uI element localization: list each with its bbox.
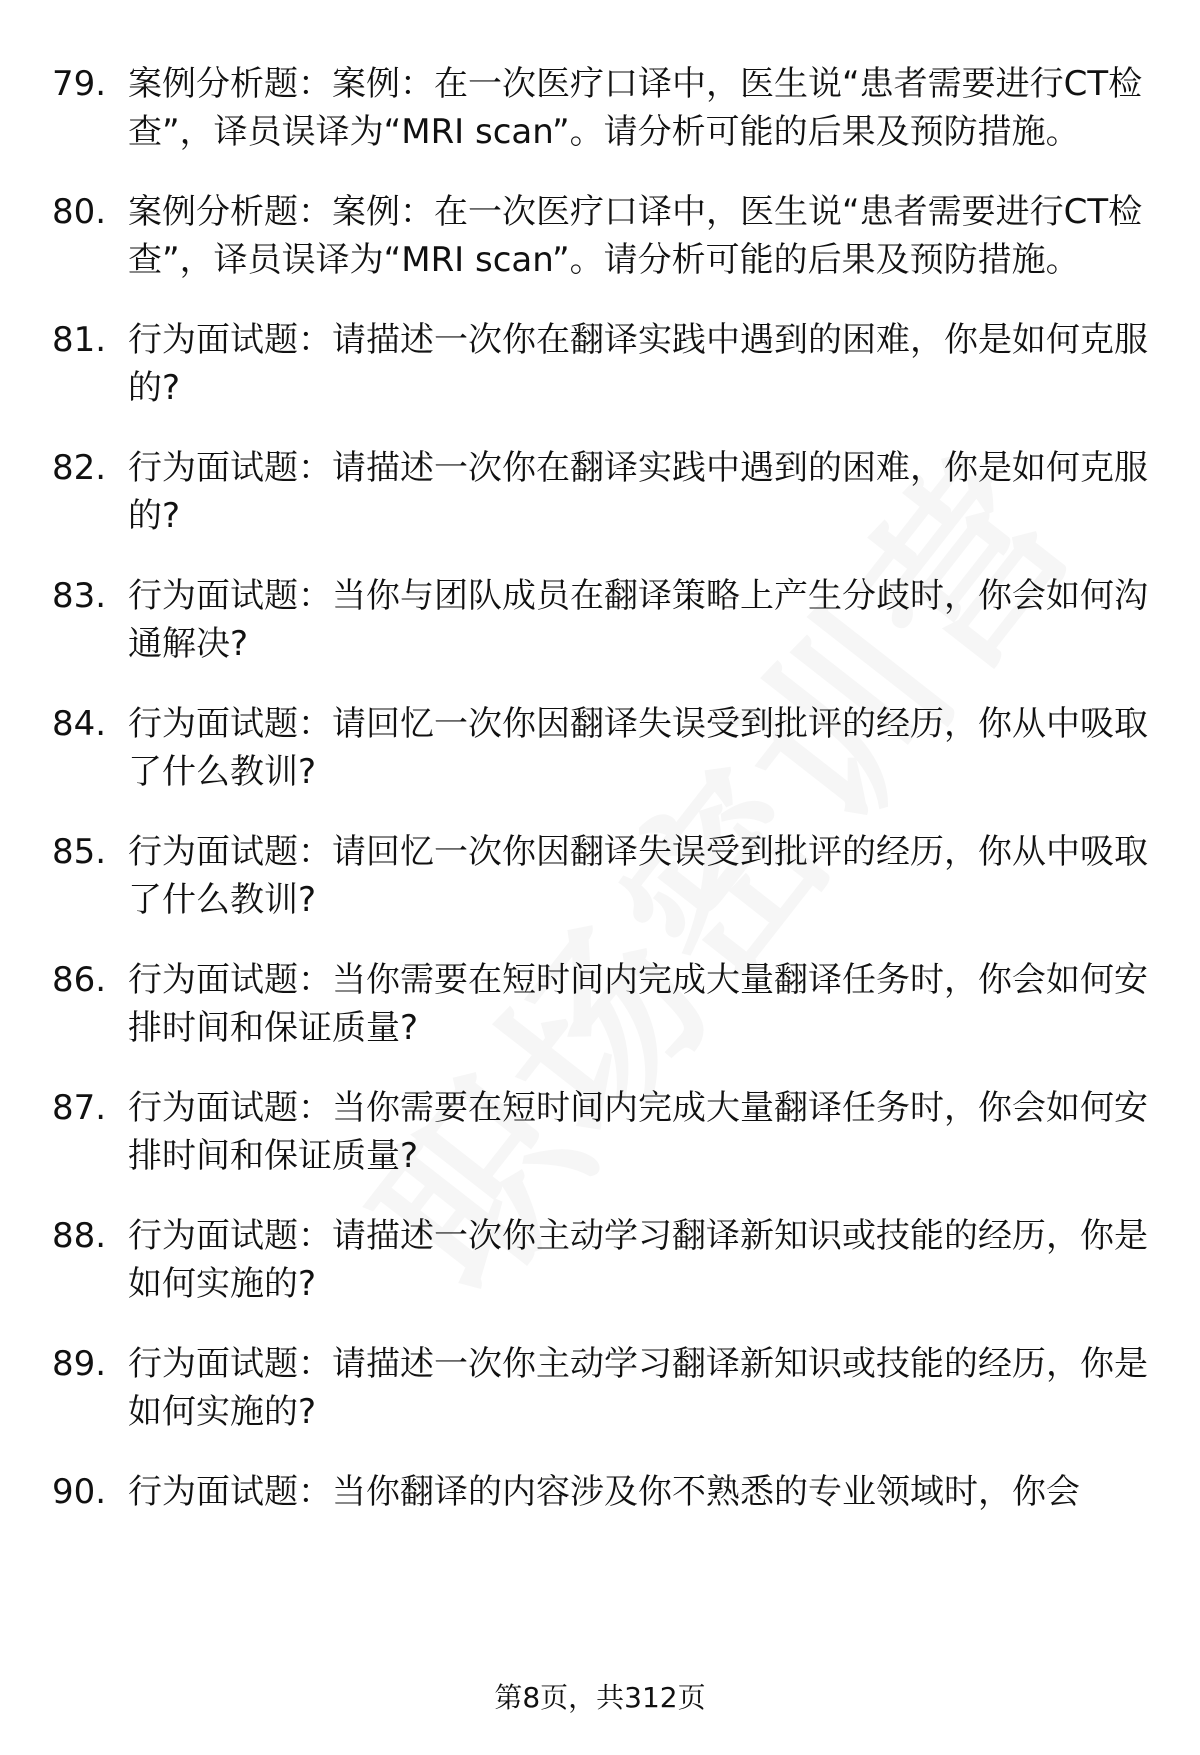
- question-number: 81.: [52, 320, 107, 360]
- question-number: 87.: [52, 1088, 107, 1128]
- question-number: 88.: [52, 1216, 107, 1256]
- question-text: 行为面试题：请描述一次你在翻译实践中遇到的困难，你是如何克服的?: [128, 320, 1148, 408]
- question-number: 83.: [52, 576, 107, 616]
- page-footer: 第8页，共312页: [494, 1681, 706, 1714]
- question-text: 行为面试题：请回忆一次你因翻译失误受到批评的经历，你从中吸取了什么教训?: [128, 704, 1148, 792]
- question-number: 89.: [52, 1344, 107, 1384]
- question-number: 90.: [52, 1472, 107, 1512]
- question-text: 行为面试题：当你需要在短时间内完成大量翻译任务时，你会如何安排时间和保证质量?: [128, 960, 1148, 1048]
- question-text: 行为面试题：请描述一次你主动学习翻译新知识或技能的经历，你是如何实施的?: [128, 1344, 1148, 1432]
- question-text: 行为面试题：当你与团队成员在翻译策略上产生分歧时，你会如何沟通解决?: [128, 576, 1148, 664]
- question-list: [52, 60, 1172, 1548]
- question-item: [52, 1212, 1172, 1308]
- question-text: 行为面试题：当你翻译的内容涉及你不熟悉的专业领域时，你会: [128, 1472, 1080, 1512]
- question-item: [52, 700, 1172, 796]
- question-item: [52, 1468, 1172, 1516]
- question-item: [52, 444, 1172, 540]
- question-item: [52, 828, 1172, 924]
- question-text: 案例分析题：案例：在一次医疗口译中，医生说“患者需要进行CT检查”，译员误译为“MRI scan”。请分析可能的后果及预防措施。: [128, 192, 1143, 280]
- question-item: [52, 956, 1172, 1052]
- question-number: 80.: [52, 192, 107, 232]
- question-item: [52, 1084, 1172, 1180]
- question-text: 案例分析题：案例：在一次医疗口译中，医生说“患者需要进行CT检查”，译员误译为“MRI scan”。请分析可能的后果及预防措施。: [128, 64, 1143, 152]
- question-text: 行为面试题：请描述一次你主动学习翻译新知识或技能的经历，你是如何实施的?: [128, 1216, 1148, 1304]
- question-item: [52, 316, 1172, 412]
- question-item: [52, 1340, 1172, 1436]
- question-number: 82.: [52, 448, 107, 488]
- question-item: [52, 60, 1172, 156]
- question-text: 行为面试题：请回忆一次你因翻译失误受到批评的经历，你从中吸取了什么教训?: [128, 832, 1148, 920]
- question-number: 84.: [52, 704, 107, 744]
- question-number: 85.: [52, 832, 107, 872]
- question-item: [52, 572, 1172, 668]
- question-text: 行为面试题：请描述一次你在翻译实践中遇到的困难，你是如何克服的?: [128, 448, 1148, 536]
- question-item: [52, 188, 1172, 284]
- question-number: 86.: [52, 960, 107, 1000]
- question-text: 行为面试题：当你需要在短时间内完成大量翻译任务时，你会如何安排时间和保证质量?: [128, 1088, 1148, 1176]
- question-number: 79.: [52, 64, 107, 104]
